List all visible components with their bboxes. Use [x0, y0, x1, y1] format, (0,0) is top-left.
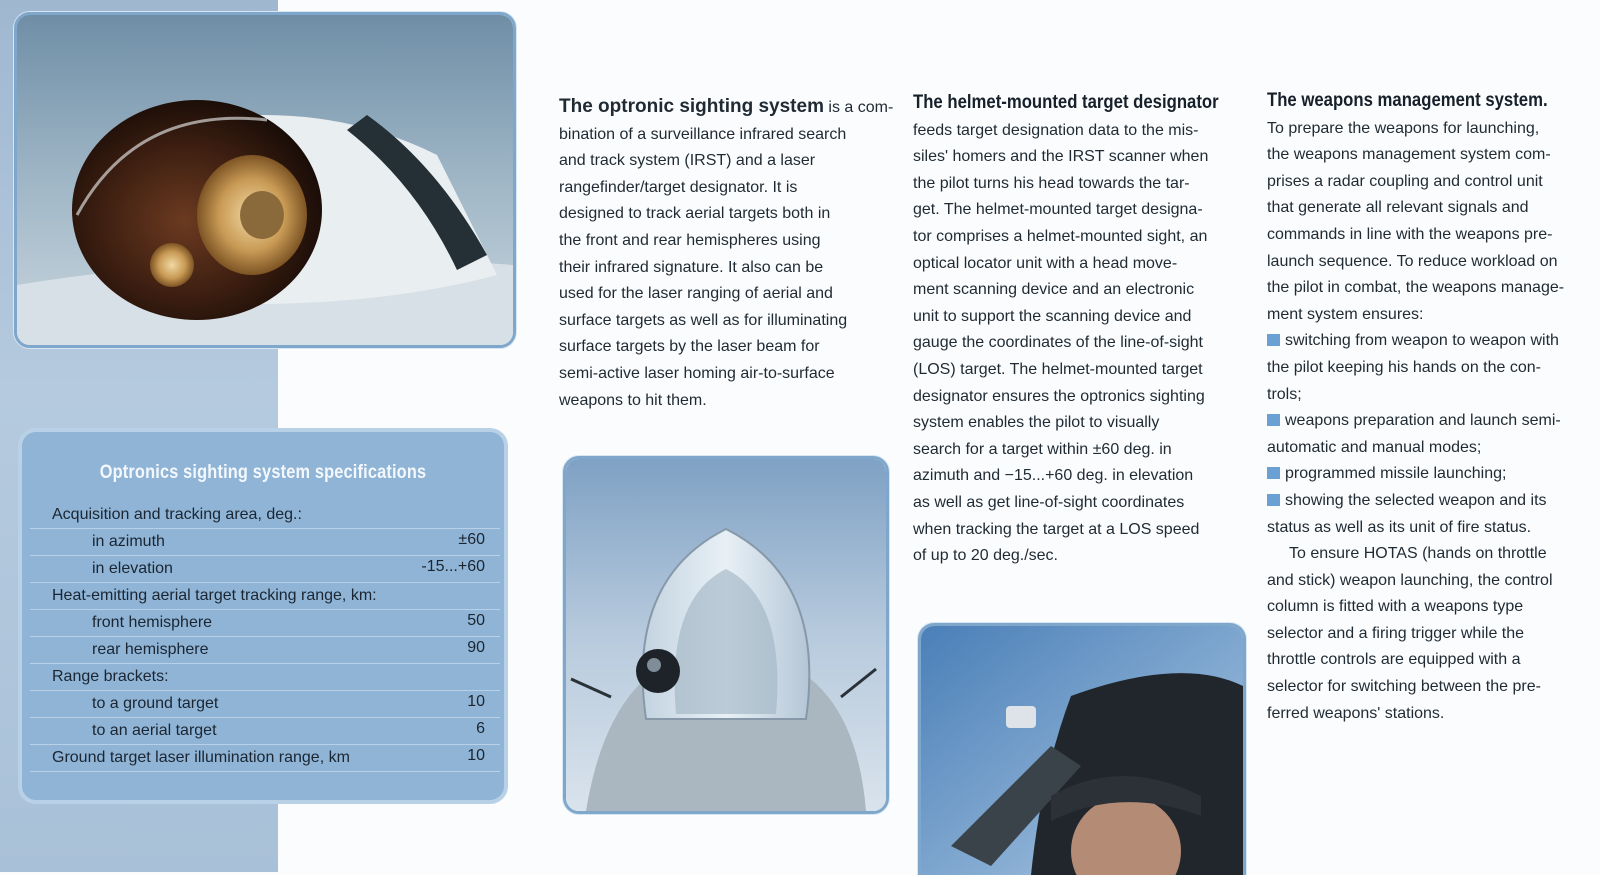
body-line: gauge the coordinates of the line-of-sight [913, 334, 1203, 352]
body-line: automatic and manual modes; [1267, 438, 1482, 456]
body-line: column is fitted with a weapons type [1267, 598, 1524, 616]
body-line: optical locator unit with a head move- [913, 254, 1178, 272]
optronic-heading: The optronic sighting system [559, 96, 824, 117]
column-first-line [559, 94, 894, 122]
body-line: system enables the pilot to visually [913, 414, 1160, 432]
body-line: unit to support the scanning device and [913, 307, 1192, 325]
body-line: commands in line with the weapons pre- [1267, 225, 1553, 243]
body-line: as well as get line-of-sight coordinates [913, 493, 1185, 511]
helmet-sight-photo [918, 623, 1246, 875]
specifications-panel [18, 428, 508, 804]
body-line: selector and a firing trigger while the [1267, 624, 1525, 642]
bullet-square-icon [1267, 414, 1280, 426]
body-line: launch sequence. To reduce workload on [1267, 252, 1558, 270]
body-line: azimuth and −15...+60 deg. in elevation [913, 467, 1194, 485]
body-line: and stick) weapon launching, the control [1267, 571, 1553, 589]
body-line: ferred weapons' stations. [1267, 704, 1445, 722]
body-line: search for a target within ±60 deg. in [913, 440, 1172, 458]
spec-row [30, 556, 500, 583]
body-line: the pilot keeping his hands on the con- [1267, 358, 1541, 376]
spec-value: ±60 [458, 531, 485, 548]
body-line: the pilot turns his head towards the tar- [913, 174, 1190, 192]
spec-label: to an aerial target [92, 722, 217, 739]
bullet-text: programmed missile launching; [1285, 465, 1507, 483]
body-line: selector for switching between the pre- [1267, 678, 1541, 696]
body-line: designed to track aerial targets both in [559, 205, 831, 223]
body-line: prises a radar coupling and control unit [1267, 172, 1543, 190]
weapons-management-heading: The weapons management system. [1267, 90, 1548, 111]
spec-value: 90 [467, 639, 485, 656]
body-line: surface targets by the laser beam for [559, 338, 820, 356]
body-line: weapons to hit them. [559, 391, 707, 409]
spec-value: 10 [467, 693, 485, 710]
spec-row [30, 745, 500, 772]
bullet-line [1267, 461, 1597, 488]
body-line: feeds target designation data to the mis- [913, 121, 1199, 139]
body-line: throttle controls are equipped with a [1267, 651, 1521, 669]
spec-row [30, 610, 500, 637]
specifications-table [30, 502, 500, 772]
body-line: To prepare the weapons for launching, [1267, 119, 1540, 137]
body-line: surface targets as well as for illuminating [559, 311, 848, 329]
bullet-line [1267, 328, 1597, 355]
heading-tail: is a com- [823, 99, 894, 116]
body-line: ment system ensures: [1267, 305, 1424, 323]
body-line: of up to 20 deg./sec. [913, 547, 1058, 565]
body-line: that generate all relevant signals and [1267, 199, 1529, 217]
irst-sensor-photo [14, 12, 516, 348]
helmet-designator-column [913, 90, 1243, 570]
bullet-text: weapons preparation and launch semi- [1285, 412, 1561, 430]
bullet-text: switching from weapon to weapon with [1285, 332, 1559, 350]
body-line: designator ensures the optronics sighting [913, 387, 1205, 405]
body-line: status as well as its unit of fire status. [1267, 518, 1532, 536]
body-line: bination of a surveillance infrared search [559, 125, 847, 143]
spec-label: in elevation [92, 560, 173, 577]
spec-label: Heat-emitting aerial target tracking range, km: [52, 587, 377, 604]
helmet-designator-heading: The helmet-mounted target designator [913, 92, 1219, 113]
spec-label: Ground target laser illumination range, km [52, 749, 350, 766]
spec-row [30, 691, 500, 718]
specifications-title: Optronics sighting system specifications [99, 462, 427, 483]
body-line: get. The helmet-mounted target designa- [913, 201, 1203, 219]
spec-label: to a ground target [92, 695, 219, 712]
body-line: their infrared signature. It also can be [559, 258, 824, 276]
body-line: the pilot in combat, the weapons manage- [1267, 279, 1565, 297]
spec-row [30, 529, 500, 556]
body-line: semi-active laser homing air-to-surface [559, 364, 835, 382]
body-line: trols; [1267, 385, 1302, 403]
spec-label: Range brackets: [52, 668, 169, 685]
spec-label: Acquisition and tracking area, deg.: [52, 506, 302, 523]
bullet-square-icon [1267, 467, 1280, 479]
body-line: the weapons management system com- [1267, 146, 1551, 164]
body-line: the front and rear hemispheres using [559, 231, 821, 249]
spec-value: 10 [467, 747, 485, 764]
body-line: siles' homers and the IRST scanner when [913, 148, 1209, 166]
body-line: used for the laser ranging of aerial and [559, 285, 833, 303]
spec-label: front hemisphere [92, 614, 213, 631]
optronic-system-column [559, 94, 894, 414]
spec-label: in azimuth [92, 533, 165, 550]
body-line: tor comprises a helmet-mounted sight, an [913, 227, 1208, 245]
spec-row [30, 637, 500, 664]
bullet-line [1267, 488, 1597, 515]
body-line: when tracking the target at a LOS speed [913, 520, 1200, 538]
body-line: and track system (IRST) and a laser [559, 152, 816, 170]
spec-row [30, 502, 500, 529]
bullet-text: showing the selected weapon and its [1285, 491, 1547, 509]
spec-value: 50 [467, 612, 485, 629]
body-line: (LOS) target. The helmet-mounted target [913, 360, 1203, 378]
spec-row [30, 718, 500, 745]
body-line: rangefinder/target designator. It is [559, 178, 798, 196]
body-line: To ensure HOTAS (hands on throttle [1289, 545, 1547, 563]
bullet-square-icon [1267, 494, 1280, 506]
spec-value: 6 [476, 720, 485, 737]
spec-label: rear hemisphere [92, 641, 209, 658]
body-line: ment scanning device and an electronic [913, 281, 1195, 299]
spec-value: -15...+60 [421, 558, 485, 575]
bullet-line [1267, 408, 1597, 435]
spec-row [30, 664, 500, 691]
cockpit-canopy-photo [563, 456, 889, 814]
bullet-square-icon [1267, 334, 1280, 346]
spec-row [30, 583, 500, 610]
weapons-management-column [1267, 88, 1597, 727]
